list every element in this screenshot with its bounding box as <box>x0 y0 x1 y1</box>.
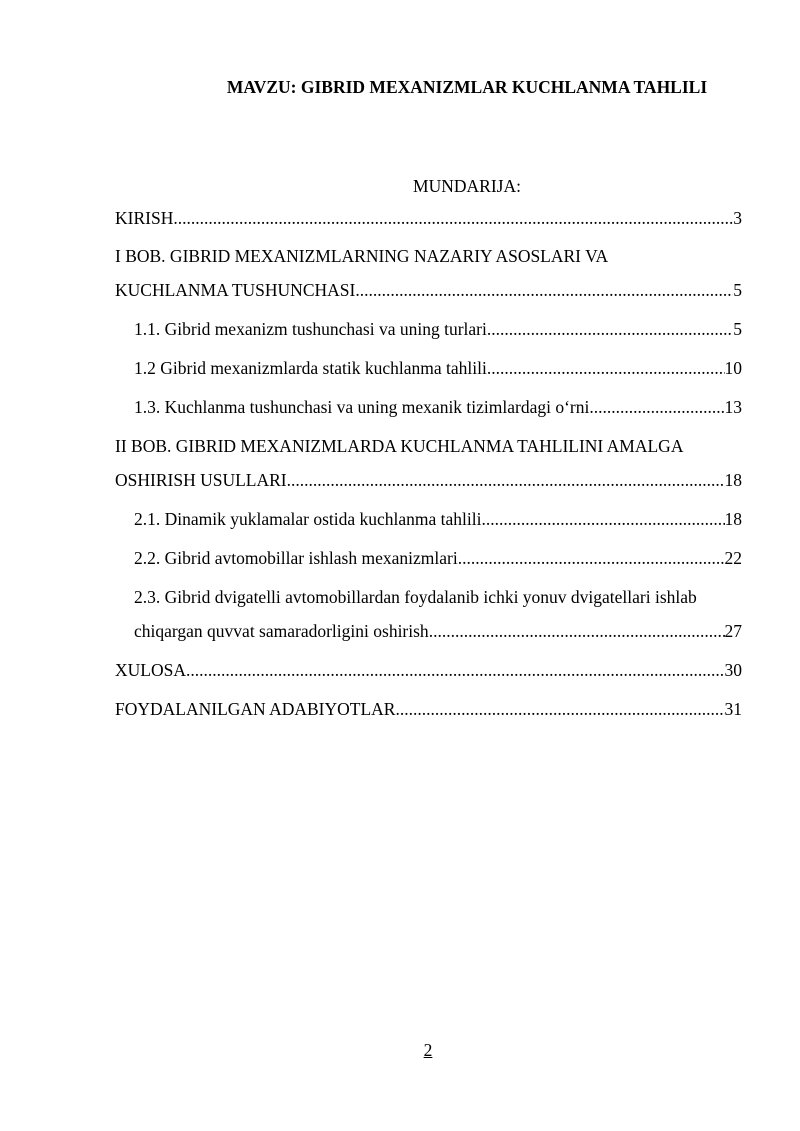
dot-leader <box>173 205 733 231</box>
toc-entry-label: XULOSA <box>115 660 186 680</box>
toc-entry-section-1-2[interactable] <box>115 355 742 381</box>
dot-leader <box>482 506 725 532</box>
toc-page-number: 30 <box>724 660 742 680</box>
toc-entry-label: 1.2 Gibrid mexanizmlarda statik kuchlanma tahlili <box>134 358 487 378</box>
toc-entry-label: KUCHLANMA TUSHUNCHASI <box>115 280 356 300</box>
toc-page-number: 31 <box>724 699 742 719</box>
dot-leader <box>355 277 733 303</box>
toc-entry-label: KIRISH <box>115 208 174 228</box>
toc-entry-label: 1.3. Kuchlanma tushunchasi va uning mexanik tizimlardagi o‘rni <box>134 397 590 417</box>
toc-page-number: 10 <box>724 358 742 378</box>
toc-page-number: 5 <box>733 280 742 300</box>
dot-leader <box>395 696 724 722</box>
toc-page-number: 5 <box>733 319 742 339</box>
toc-entry-label: 2.2. Gibrid avtomobillar ishlash mexanizmlari <box>134 548 458 568</box>
toc-entry-section-2-1[interactable] <box>115 506 742 532</box>
toc-entry-adabiyotlar[interactable] <box>115 696 742 722</box>
toc-entry-kirish[interactable] <box>115 205 742 231</box>
toc-entry-label: 2.1. Dinamik yuklamalar ostida kuchlanma tahlili <box>134 509 482 529</box>
dot-leader <box>186 657 725 683</box>
toc-entry-label-line1: II BOB. GIBRID MEXANIZMLARDA KUCHLANMA TAHLILINI AMALGA <box>115 436 684 456</box>
table-of-contents <box>115 205 742 722</box>
toc-entry-label-line1: I BOB. GIBRID MEXANIZMLARNING NAZARIY ASOSLARI VA <box>115 246 609 266</box>
toc-entry-section-2-2[interactable] <box>115 545 742 571</box>
toc-page-number: 27 <box>724 621 742 641</box>
page-number: 2 <box>423 1040 433 1060</box>
dot-leader <box>429 618 725 644</box>
toc-entry-label: 1.1. Gibrid mexanizm tushunchasi va uning turlari <box>134 319 487 339</box>
toc-page-number: 3 <box>733 208 742 228</box>
document-title: MAVZU: GIBRID MEXANIZMLAR KUCHLANMA TAHLILI <box>226 77 708 97</box>
toc-entry-label-line1: 2.3. Gibrid dvigatelli avtomobillardan foydalanib ichki yonuv dvigatellari ishlab <box>134 587 697 607</box>
toc-entry-label: FOYDALANILGAN ADABIYOTLAR <box>115 699 396 719</box>
toc-entry-section-1-1[interactable] <box>115 316 742 342</box>
dot-leader <box>589 394 724 420</box>
toc-entry-label: chiqargan quvvat samaradorligini oshirish <box>134 621 429 641</box>
toc-heading: MUNDARIJA: <box>413 176 521 196</box>
toc-page-number: 22 <box>724 548 742 568</box>
dot-leader <box>487 355 725 381</box>
toc-entry-label: OSHIRISH USULLARI <box>115 470 287 490</box>
dot-leader <box>487 316 733 342</box>
dot-leader <box>287 467 725 493</box>
toc-entry-section-2-3[interactable] <box>115 584 742 644</box>
toc-entry-xulosa[interactable] <box>115 657 742 683</box>
toc-entry-section-1-3[interactable] <box>115 394 742 420</box>
toc-page-number: 13 <box>724 397 742 417</box>
dot-leader <box>458 545 725 571</box>
toc-page-number: 18 <box>724 470 742 490</box>
toc-page-number: 18 <box>724 509 742 529</box>
toc-entry-chapter-1[interactable] <box>115 243 742 303</box>
toc-entry-chapter-2[interactable] <box>115 433 742 493</box>
